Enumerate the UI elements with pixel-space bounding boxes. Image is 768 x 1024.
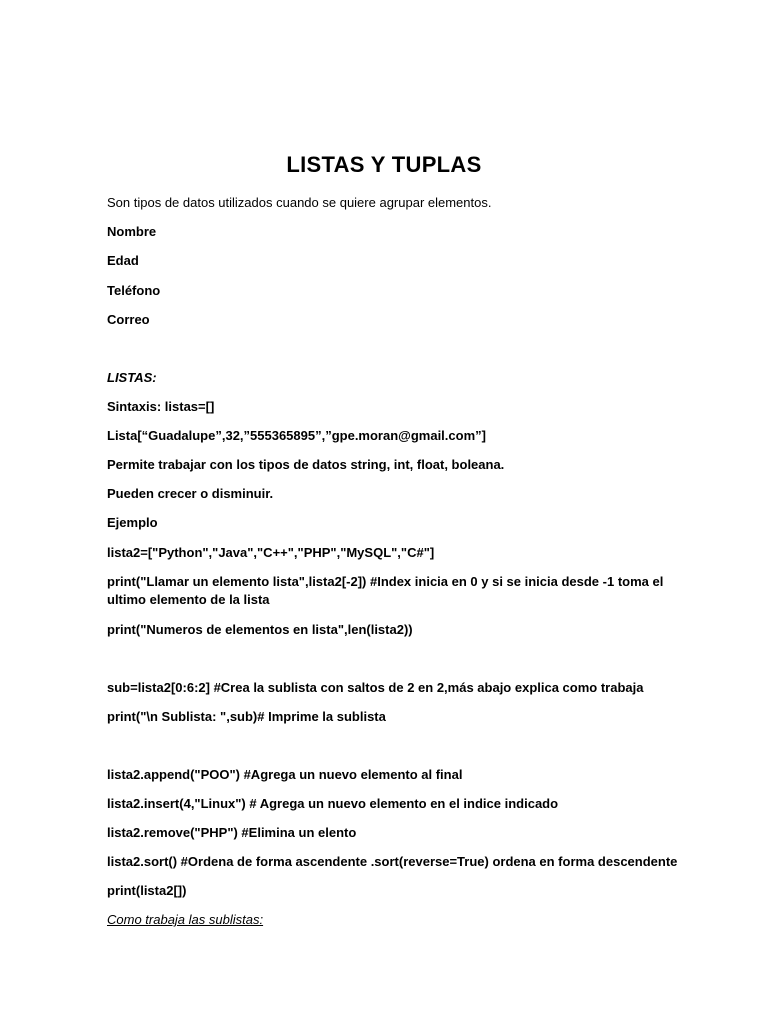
code-line: print("\n Sublista: ",sub)# Imprime la sublista bbox=[107, 709, 386, 724]
page-title: LISTAS Y TUPLAS bbox=[286, 152, 482, 177]
code-line: sub=lista2[0:6:2] #Crea la sublista con saltos de 2 en 2,más abajo explica como trabaja bbox=[107, 680, 644, 695]
code-line: lista2.sort() #Ordena de forma ascendente .sort(reverse=True) ordena en forma descendente bbox=[107, 854, 678, 869]
field-nombre: Nombre bbox=[107, 224, 157, 239]
intro-text: Son tipos de datos utilizados cuando se quiere agrupar elementos. bbox=[107, 195, 492, 210]
listas-heading: LISTAS: bbox=[107, 370, 157, 385]
sintaxis-text: Sintaxis: listas=[] bbox=[107, 399, 215, 414]
crecer-text: Pueden crecer o disminuir. bbox=[107, 486, 274, 501]
field-telefono: Teléfono bbox=[107, 283, 161, 298]
lista-example: Lista[“Guadalupe”,32,”555365895”,”gpe.moran@gmail.com”] bbox=[107, 428, 486, 443]
code-line: lista2.append("POO") #Agrega un nuevo elemento al final bbox=[107, 767, 463, 782]
code-line: lista2=["Python","Java","C++","PHP","MySQL","C#"] bbox=[107, 545, 435, 560]
code-line: print("Llamar un elemento lista",lista2[-2]) #Index inicia en 0 y si se inicia desde -1 toma el ultimo elemento de la lista bbox=[107, 574, 664, 607]
ejemplo-label: Ejemplo bbox=[107, 515, 158, 530]
field-edad: Edad bbox=[107, 253, 139, 268]
field-correo: Correo bbox=[107, 312, 150, 327]
sublistas-heading: Como trabaja las sublistas: bbox=[107, 912, 264, 927]
permite-text: Permite trabajar con los tipos de datos string, int, float, boleana. bbox=[107, 457, 505, 472]
code-line: lista2.insert(4,"Linux") # Agrega un nuevo elemento en el indice indicado bbox=[107, 796, 559, 811]
code-line: print("Numeros de elementos en lista",len(lista2)) bbox=[107, 622, 413, 637]
code-line: print(lista2[]) bbox=[107, 883, 187, 898]
code-line: lista2.remove("PHP") #Elimina un elento bbox=[107, 825, 357, 840]
